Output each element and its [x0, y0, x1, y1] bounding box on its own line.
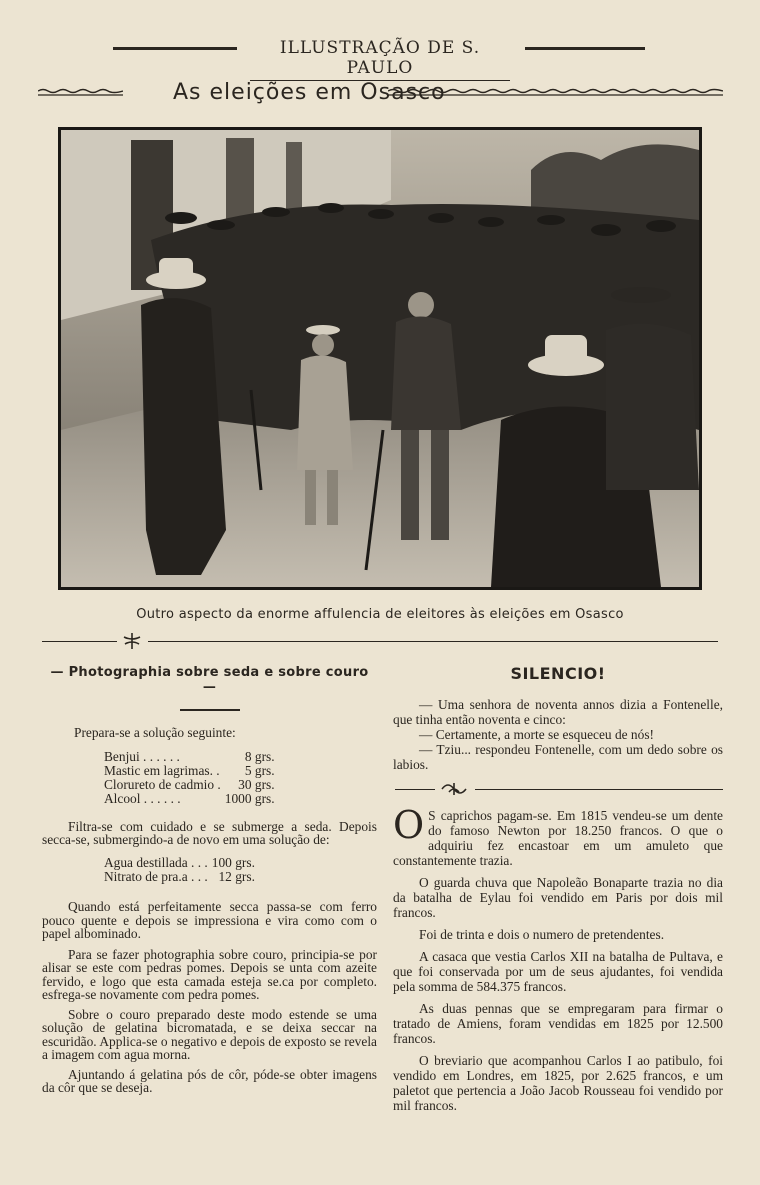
- fleuron-icon: [439, 780, 469, 798]
- paragraph: A casaca que vestia Carlos XII na batalha de Pultava, e que foi conservada por um de seus ajudantes, foi vendida pela somma de 584.375 francos.: [393, 949, 723, 994]
- recipe-qty: 5 grs.: [244, 763, 275, 778]
- divider-line: [475, 789, 723, 790]
- section-heading: SILENCIO!: [510, 664, 606, 683]
- recipe-table-1: [104, 750, 275, 806]
- paragraph: Sobre o couro preparado deste modo estende se uma solução de gelatina bicromatada, e se deixa seccar na escuridão. Applica-se o negativo e depois de exposto se revela a imagem com agua morna.: [42, 1006, 377, 1062]
- paragraph: Quando está perfeitamente secca passa-se com ferro pouco quente e depois se impressiona e vira como com o papel albominado.: [42, 899, 377, 941]
- paragraph: — Certamente, a morte se esqueceu de nós!: [419, 727, 654, 742]
- crowd-photo-illustration: [61, 130, 699, 587]
- table-row: [104, 778, 275, 792]
- recipe-item: Clorureto de cadmio .: [104, 777, 221, 792]
- divider-line: [148, 641, 718, 642]
- paragraph: — Tziu... respondeu Fontenelle, com um dedo sobre os labios.: [393, 742, 723, 772]
- table-row: [104, 792, 275, 806]
- recipe-table-2: [104, 856, 255, 884]
- divider-line: [395, 789, 435, 790]
- recipe-qty: 100 grs.: [211, 855, 255, 870]
- recipe-item: Benjui . . . . . .: [104, 749, 180, 764]
- table-row: [104, 870, 255, 884]
- recipe-qty: 12 grs.: [218, 869, 255, 884]
- paragraph: Filtra-se com cuidado e se submerge a seda. Depois secca-se, submergindo-a de novo em uma solução de:: [42, 819, 377, 847]
- running-head: ILLUSTRAÇÃO DE S. PAULO: [250, 38, 510, 81]
- table-row: [104, 764, 275, 778]
- fleuron-icon: [120, 632, 144, 650]
- title-row: [38, 80, 728, 110]
- recipe-item: Nitrato de pra.a . . .: [104, 869, 208, 884]
- small-divider: [393, 778, 723, 800]
- photo-caption: Outro aspecto da enorme affulencia de eleitores às eleições em Osasco: [136, 607, 624, 622]
- header-rule-right: [525, 47, 645, 50]
- heading-rule: [180, 709, 240, 711]
- divider-line: [42, 641, 117, 642]
- recipe-intro: Prepara-se a solução seguinte:: [74, 725, 236, 740]
- section-heading: — Photographia sobre seda e sobre couro —: [50, 665, 369, 695]
- wavy-ornament-left: [38, 88, 123, 98]
- recipe-qty: 8 grs.: [244, 749, 275, 764]
- crowd-photograph: [58, 127, 702, 590]
- header-rule-left: [113, 47, 237, 50]
- wavy-ornament-right: [388, 88, 723, 98]
- paragraph: O breviario que acompanhou Carlos I ao patibulo, foi vendido em Londres, em 1825, por 2.625 francos, e um paletot que pertencia a João Jacob Rousseau foi vendido por mil francos.: [393, 1053, 723, 1113]
- anecdote-block: [393, 803, 723, 868]
- table-row: [104, 750, 275, 764]
- recipe-item: Agua destillada . . .: [104, 855, 208, 870]
- paragraph: Ajuntando á gelatina pós de côr, póde-se obter imagens da côr que se deseja.: [42, 1066, 377, 1095]
- drop-cap: O: [393, 803, 425, 847]
- paragraph: Para se fazer photographia sobre couro, principia-se por alisar se este com pedras pomes. Depois se unta com azeite fervido, e logo que esta camada esteja se.ca por completo. esfrega-se novamente com pedra pomes.: [42, 946, 377, 1002]
- recipe-item: Alcool . . . . . .: [104, 791, 181, 806]
- recipe-item: Mastic em lagrimas. .: [104, 763, 220, 778]
- left-column: [42, 660, 377, 1095]
- right-column: [393, 660, 723, 1113]
- recipe-qty: 1000 grs.: [224, 791, 275, 806]
- paragraph: As duas pennas que se empregaram para firmar o tratado de Amiens, foram vendidas em 1825 por 12.500 francos.: [393, 1001, 723, 1046]
- page-title: As eleições em Osasco: [173, 80, 446, 105]
- paragraph: O guarda chuva que Napoleão Bonaparte trazia no dia da batalha de Eylau foi vendido em Paris por dois mil francos.: [393, 875, 723, 920]
- paragraph: S caprichos pagam-se. Em 1815 vendeu-se um dente do famoso Newton por 18.250 francos. O que o adquiriu fez encastoar em um amuleto que constantemente trazia.: [393, 808, 723, 868]
- paragraph: Foi de trinta e dois o numero de pretendentes.: [419, 927, 665, 942]
- table-row: [104, 856, 255, 870]
- paragraph: — Uma senhora de noventa annos dizia a Fontenelle, que tinha então noventa e cinco:: [393, 697, 723, 727]
- recipe-qty: 30 grs.: [238, 777, 275, 792]
